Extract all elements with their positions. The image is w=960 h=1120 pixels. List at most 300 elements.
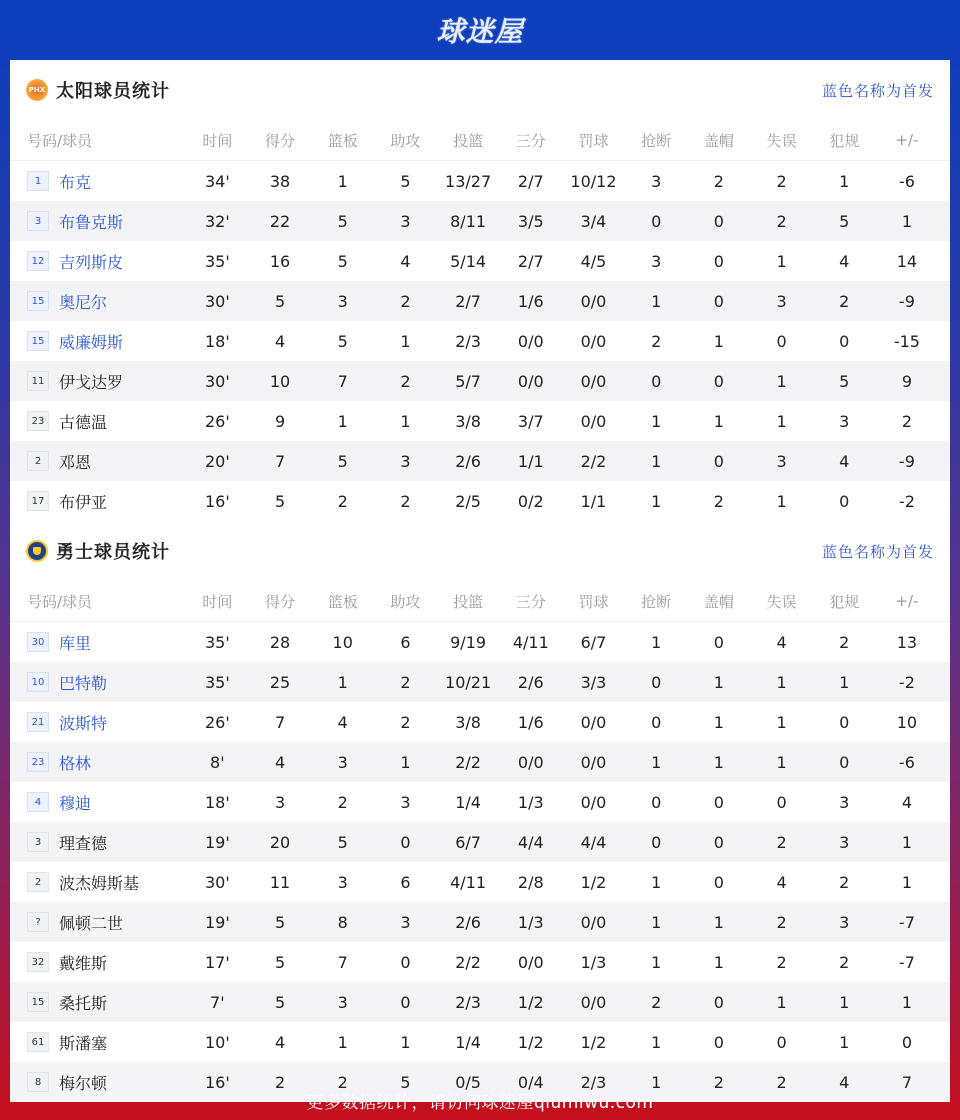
stat-cell: 1 xyxy=(400,1032,411,1052)
player-name[interactable]: 巴特勒 xyxy=(59,673,108,693)
jersey-number-badge: 15 xyxy=(27,992,49,1012)
stat-cell: 0/0 xyxy=(580,712,607,732)
team-sections xyxy=(10,60,950,1102)
column-header: 助攻 xyxy=(390,131,421,150)
player-name: 理查德 xyxy=(59,833,108,853)
stat-cell: 14 xyxy=(896,251,918,271)
stat-cell: 5 xyxy=(337,331,348,351)
stat-cell: 34' xyxy=(204,171,230,191)
stat-cell: 8' xyxy=(210,752,225,772)
stat-cell: 0 xyxy=(839,712,850,732)
stat-cell: 4 xyxy=(274,331,286,351)
stat-cell: 1 xyxy=(651,912,662,932)
stat-cell: 1 xyxy=(776,251,787,271)
stat-cell: 2 xyxy=(839,632,850,652)
stat-cell: 19' xyxy=(204,832,230,852)
stat-cell: 1 xyxy=(651,491,662,511)
stat-cell: 2 xyxy=(713,1072,724,1092)
column-header: 篮板 xyxy=(327,131,358,150)
stat-cell: 4 xyxy=(839,1072,850,1092)
starter-note: 蓝色名称为首发 xyxy=(821,81,934,100)
stat-cell: 0 xyxy=(839,491,850,511)
player-cell xyxy=(10,330,186,353)
stat-cell: 0 xyxy=(776,1032,787,1052)
stat-cell: 1 xyxy=(776,712,787,732)
player-cell xyxy=(10,911,186,934)
stats-card xyxy=(10,60,950,1093)
stat-cell: 1 xyxy=(651,752,662,772)
stat-cell: 0 xyxy=(839,331,850,351)
stat-cell: 16 xyxy=(269,251,291,271)
stat-cell: 5 xyxy=(274,952,286,972)
stat-cell: 3/8 xyxy=(455,712,481,732)
stat-cell: 3 xyxy=(400,912,411,932)
stat-cell: 1 xyxy=(713,672,724,692)
stat-cell: 2 xyxy=(651,331,662,351)
table-row xyxy=(10,942,950,982)
table-row xyxy=(10,1022,950,1062)
stat-cell: 7 xyxy=(901,1072,912,1092)
stat-cell: 1 xyxy=(400,752,411,772)
stat-cell: 3 xyxy=(337,291,348,311)
stat-cell: 1/1 xyxy=(580,491,607,511)
stat-cell: 2 xyxy=(776,171,787,191)
stat-cell: 2 xyxy=(713,491,724,511)
stat-cell: 0 xyxy=(713,832,724,852)
stat-cell: 3 xyxy=(400,211,411,231)
stat-cell: 18' xyxy=(204,792,230,812)
stat-cell: 5 xyxy=(274,912,286,932)
stat-cell: 35' xyxy=(204,632,230,652)
player-cell xyxy=(10,170,186,193)
stat-cell: 5 xyxy=(400,1072,411,1092)
stat-cell: 16' xyxy=(204,491,230,511)
stat-cell: -9 xyxy=(898,451,915,471)
player-cell xyxy=(10,711,186,734)
table-row xyxy=(10,201,950,241)
stat-cell: 1/1 xyxy=(517,451,544,471)
stat-cell: 1 xyxy=(839,1032,850,1052)
stat-cell: 10 xyxy=(896,712,918,732)
stat-cell: 7 xyxy=(337,371,348,391)
player-name: 布伊亚 xyxy=(59,492,108,512)
stat-cell: 0 xyxy=(901,1032,912,1052)
stat-cell: 1/6 xyxy=(517,291,544,311)
stat-cell: 1 xyxy=(651,952,662,972)
column-header: 罚球 xyxy=(578,131,609,150)
column-header: 盖帽 xyxy=(703,592,734,611)
stat-cell: 9/19 xyxy=(450,632,487,652)
stat-cell: 1 xyxy=(337,171,348,191)
stat-cell: 35' xyxy=(204,672,230,692)
stat-cell: 6/7 xyxy=(455,832,481,852)
jersey-number-badge: 10 xyxy=(27,672,49,692)
stat-cell: 1/2 xyxy=(517,992,544,1012)
player-cell xyxy=(10,631,186,654)
column-header: 投篮 xyxy=(453,131,484,150)
player-cell xyxy=(10,671,186,694)
stat-cell: 1 xyxy=(651,632,662,652)
table-row xyxy=(10,742,950,782)
stat-cell: 5 xyxy=(337,211,348,231)
player-cell xyxy=(10,791,186,814)
stat-cell: 5 xyxy=(337,832,348,852)
stat-cell: 2/2 xyxy=(580,451,607,471)
stat-cell: 1/3 xyxy=(517,912,544,932)
stat-cell: 1 xyxy=(776,672,787,692)
player-cell xyxy=(10,831,186,854)
stat-cell: 4/5 xyxy=(580,251,607,271)
column-header: 投篮 xyxy=(453,592,484,611)
stat-cell: 2 xyxy=(776,832,787,852)
player-name: 梅尔顿 xyxy=(59,1073,108,1093)
stat-cell: 1/3 xyxy=(580,952,607,972)
stat-cell: 2/7 xyxy=(517,171,544,191)
jersey-number-badge: 30 xyxy=(27,632,49,652)
column-header: 号码/球员 xyxy=(27,131,93,150)
team-section xyxy=(10,60,950,521)
column-header: 得分 xyxy=(265,592,296,611)
stat-cell: 1/2 xyxy=(580,1032,607,1052)
stat-cell: 1/6 xyxy=(517,712,544,732)
stat-cell: 6/7 xyxy=(580,632,607,652)
footer-text: 更多数据统计，请访问球迷屋qiumiwu.com xyxy=(306,1092,654,1113)
stat-cell: -15 xyxy=(893,331,920,351)
player-name: 斯潘塞 xyxy=(59,1033,108,1053)
stat-cell: -9 xyxy=(898,291,915,311)
player-cell xyxy=(10,210,186,233)
table-row xyxy=(10,982,950,1022)
stat-cell: 3 xyxy=(651,251,662,271)
stat-cell: 4 xyxy=(776,632,787,652)
player-name: 邓恩 xyxy=(59,452,92,472)
stat-cell: 1 xyxy=(839,992,850,1012)
player-cell xyxy=(10,450,186,473)
stat-cell: 2 xyxy=(400,672,411,692)
jersey-number-badge: 15 xyxy=(27,331,49,351)
section-header xyxy=(10,60,950,120)
stat-cell: 2 xyxy=(776,1072,787,1092)
stat-cell: 6 xyxy=(400,632,411,652)
player-cell xyxy=(10,1031,186,1054)
column-header: 篮板 xyxy=(327,592,358,611)
stat-cell: 26' xyxy=(204,411,230,431)
column-header: 三分 xyxy=(515,592,546,611)
table-row xyxy=(10,401,950,441)
stat-cell: 0 xyxy=(776,792,787,812)
stat-cell: 8/11 xyxy=(450,211,487,231)
stat-cell: 4/4 xyxy=(580,832,607,852)
stat-cell: 1/4 xyxy=(455,1032,481,1052)
jersey-number-badge: 23 xyxy=(27,411,49,431)
stat-cell: 1 xyxy=(713,752,724,772)
stat-cell: 5 xyxy=(337,251,348,271)
stat-cell: 28 xyxy=(269,632,291,652)
stat-cell: 3 xyxy=(776,451,787,471)
stat-cell: 1 xyxy=(651,1072,662,1092)
stat-cell: 0 xyxy=(713,792,724,812)
column-header: 号码/球员 xyxy=(27,592,93,611)
column-header: 三分 xyxy=(515,131,546,150)
stat-cell: 4 xyxy=(274,752,286,772)
player-name[interactable]: 布克 xyxy=(59,172,92,192)
stat-cell: 0/0 xyxy=(580,912,607,932)
table-header-row xyxy=(10,581,950,622)
player-name[interactable]: 布鲁克斯 xyxy=(59,212,124,232)
table-row xyxy=(10,782,950,822)
team-section xyxy=(10,521,950,1102)
stat-cell: 25 xyxy=(269,672,291,692)
stat-cell: 3/3 xyxy=(580,672,607,692)
stat-cell: 3/5 xyxy=(517,211,544,231)
stat-cell: 2/2 xyxy=(455,752,481,772)
stat-cell: 3 xyxy=(839,912,850,932)
stat-cell: 0/0 xyxy=(580,291,607,311)
stat-cell: 2 xyxy=(713,171,724,191)
stat-cell: 1 xyxy=(337,411,348,431)
stat-cell: 1 xyxy=(713,952,724,972)
stat-cell: 5 xyxy=(337,451,348,471)
stat-cell: 0/0 xyxy=(580,411,607,431)
stat-cell: 4 xyxy=(839,251,850,271)
stat-cell: 17' xyxy=(204,952,230,972)
stat-cell: 5/14 xyxy=(450,251,487,271)
stat-cell: 0 xyxy=(713,251,724,271)
stat-cell: 0 xyxy=(651,211,662,231)
stat-cell: 7 xyxy=(274,712,286,732)
stat-cell: 3/8 xyxy=(455,411,481,431)
stat-cell: 2/6 xyxy=(455,451,481,471)
stat-cell: 1 xyxy=(839,672,850,692)
stat-cell: 2/3 xyxy=(580,1072,607,1092)
stat-cell: 0/0 xyxy=(517,331,544,351)
stat-cell: 19' xyxy=(204,912,230,932)
column-header: +/- xyxy=(895,131,919,149)
stat-cell: 0/0 xyxy=(580,992,607,1012)
stat-cell: 0/5 xyxy=(455,1072,481,1092)
player-name: 伊戈达罗 xyxy=(59,372,124,392)
stat-cell: 2/3 xyxy=(455,992,481,1012)
table-row xyxy=(10,702,950,742)
stat-cell: 0/0 xyxy=(517,952,544,972)
stat-cell: 0/0 xyxy=(580,752,607,772)
stat-cell: 10 xyxy=(269,371,291,391)
player-name[interactable]: 库里 xyxy=(59,633,92,653)
stat-cell: 1 xyxy=(713,712,724,732)
stat-cell: 10/12 xyxy=(570,171,617,191)
stat-cell: 0 xyxy=(400,832,411,852)
stat-cell: 0/0 xyxy=(580,792,607,812)
stat-cell: 3 xyxy=(839,411,850,431)
table-row xyxy=(10,361,950,401)
stat-cell: 4 xyxy=(400,251,411,271)
column-header: 助攻 xyxy=(390,592,421,611)
stat-cell: 2/2 xyxy=(455,952,481,972)
jersey-number-badge: 15 xyxy=(27,291,49,311)
stat-cell: 2 xyxy=(400,491,411,511)
player-cell xyxy=(10,290,186,313)
stat-cell: 0 xyxy=(651,792,662,812)
stat-cell: 1/3 xyxy=(517,792,544,812)
player-cell xyxy=(10,991,186,1014)
section-title: 勇士球员统计 xyxy=(56,542,170,563)
stat-cell: 1 xyxy=(776,371,787,391)
stat-cell: 2/5 xyxy=(455,491,481,511)
player-name: 桑托斯 xyxy=(59,993,108,1013)
column-header: 罚球 xyxy=(578,592,609,611)
player-name[interactable]: 威廉姆斯 xyxy=(59,332,124,352)
player-name[interactable]: 格林 xyxy=(59,753,92,773)
stat-cell: 5 xyxy=(839,211,850,231)
column-header: 失误 xyxy=(766,592,797,611)
stat-cell: 30' xyxy=(204,872,230,892)
column-header: 得分 xyxy=(265,131,296,150)
stat-cell: 1 xyxy=(839,171,850,191)
stat-cell: 0 xyxy=(400,952,411,972)
stat-cell: 1/2 xyxy=(580,872,607,892)
section-title-group xyxy=(26,538,170,564)
table-row xyxy=(10,241,950,281)
stat-cell: 1 xyxy=(901,832,912,852)
team-logo-icon xyxy=(26,540,48,562)
section-title: 太阳球员统计 xyxy=(56,81,170,102)
stat-cell: 1 xyxy=(651,411,662,431)
column-header: +/- xyxy=(895,592,919,610)
player-cell xyxy=(10,250,186,273)
stat-cell: 0 xyxy=(713,291,724,311)
player-name[interactable]: 波斯特 xyxy=(59,713,108,733)
jersey-number-badge: 3 xyxy=(27,211,49,231)
stat-cell: 2 xyxy=(337,792,348,812)
stat-cell: 4/4 xyxy=(517,832,544,852)
jersey-number-badge: 3 xyxy=(27,832,49,852)
jersey-number-badge: 8 xyxy=(27,1072,49,1092)
stat-cell: 4 xyxy=(901,792,912,812)
stat-cell: 7 xyxy=(337,952,348,972)
column-header: 时间 xyxy=(202,131,233,150)
footer xyxy=(0,1080,960,1120)
stat-cell: 9 xyxy=(274,411,286,431)
stat-cell: 2 xyxy=(839,872,850,892)
column-header: 犯规 xyxy=(829,592,860,611)
stat-cell: 1 xyxy=(337,672,348,692)
stat-cell: 0 xyxy=(713,992,724,1012)
stat-cell: 2 xyxy=(839,952,850,972)
player-cell xyxy=(10,951,186,974)
stat-cell: 1 xyxy=(713,912,724,932)
stat-cell: 0 xyxy=(651,672,662,692)
section-title-group xyxy=(26,77,170,103)
stat-cell: 0 xyxy=(651,712,662,732)
stat-cell: 38 xyxy=(269,171,291,191)
stat-cell: 0 xyxy=(713,1032,724,1052)
stat-cell: 1/4 xyxy=(455,792,481,812)
column-header: 犯规 xyxy=(829,131,860,150)
stat-cell: 1 xyxy=(901,992,912,1012)
player-name[interactable]: 吉列斯皮 xyxy=(59,252,124,272)
stat-cell: 5 xyxy=(274,291,286,311)
stat-cell: 4/11 xyxy=(512,632,549,652)
jersey-number-badge: 4 xyxy=(27,792,49,812)
player-name[interactable]: 穆迪 xyxy=(59,793,92,813)
stat-cell: 7 xyxy=(274,451,286,471)
player-name[interactable]: 奥尼尔 xyxy=(59,292,108,312)
stat-cell: 2 xyxy=(400,371,411,391)
table-header-row xyxy=(10,120,950,161)
column-header: 抢断 xyxy=(641,592,672,611)
table-row xyxy=(10,662,950,702)
jersey-number-badge: 32 xyxy=(27,952,49,972)
stat-cell: 3 xyxy=(776,291,787,311)
stat-cell: 2 xyxy=(776,211,787,231)
jersey-number-badge: 1 xyxy=(27,171,49,191)
stat-cell: 30' xyxy=(204,291,230,311)
stat-cell: 1 xyxy=(776,992,787,1012)
stat-cell: 1 xyxy=(651,291,662,311)
brand-logo-text: 球迷屋 xyxy=(436,15,524,48)
stat-cell: 5 xyxy=(274,491,286,511)
stat-cell: -6 xyxy=(898,171,915,191)
column-header: 盖帽 xyxy=(703,131,734,150)
stat-cell: 3/4 xyxy=(580,211,607,231)
table-row xyxy=(10,481,950,521)
team-logo-icon: PHX xyxy=(26,79,48,101)
stat-cell: -7 xyxy=(898,912,915,932)
stat-cell: 2/6 xyxy=(455,912,481,932)
stat-cell: 1/2 xyxy=(517,1032,544,1052)
table-row xyxy=(10,862,950,902)
stat-cell: 3 xyxy=(839,792,850,812)
stat-cell: 20' xyxy=(204,451,230,471)
stat-cell: 0 xyxy=(776,331,787,351)
table-row xyxy=(10,822,950,862)
stat-cell: 5/7 xyxy=(455,371,481,391)
table-row xyxy=(10,321,950,361)
stat-cell: 13/27 xyxy=(445,171,492,191)
stat-cell: 3 xyxy=(337,872,348,892)
stat-cell: 9 xyxy=(901,371,912,391)
stat-cell: 4 xyxy=(776,872,787,892)
stat-cell: 6 xyxy=(400,872,411,892)
column-header: 抢断 xyxy=(641,131,672,150)
stat-cell: 10/21 xyxy=(445,672,492,692)
jersey-number-badge: 23 xyxy=(27,752,49,772)
stat-cell: -7 xyxy=(898,952,915,972)
column-header: 时间 xyxy=(202,592,233,611)
stat-cell: 5 xyxy=(274,992,286,1012)
jersey-number-badge: 21 xyxy=(27,712,49,732)
player-cell xyxy=(10,370,186,393)
stat-cell: 5 xyxy=(400,171,411,191)
stat-cell: 4 xyxy=(274,1032,286,1052)
player-name: 佩顿二世 xyxy=(59,913,124,933)
player-name: 波杰姆斯基 xyxy=(59,873,140,893)
brand-header xyxy=(0,0,960,60)
stat-cell: 0/0 xyxy=(580,371,607,391)
stat-cell: 2 xyxy=(337,491,348,511)
player-name: 古德温 xyxy=(59,412,108,432)
starter-note: 蓝色名称为首发 xyxy=(821,542,934,561)
stat-cell: -6 xyxy=(898,752,915,772)
stat-cell: 5 xyxy=(839,371,850,391)
stat-cell: 0/2 xyxy=(517,491,544,511)
jersey-number-badge: 12 xyxy=(27,251,49,271)
stat-cell: 2/6 xyxy=(517,672,544,692)
stat-cell: 0/0 xyxy=(580,331,607,351)
player-cell xyxy=(10,490,186,513)
player-cell xyxy=(10,751,186,774)
stat-cell: 3 xyxy=(337,752,348,772)
